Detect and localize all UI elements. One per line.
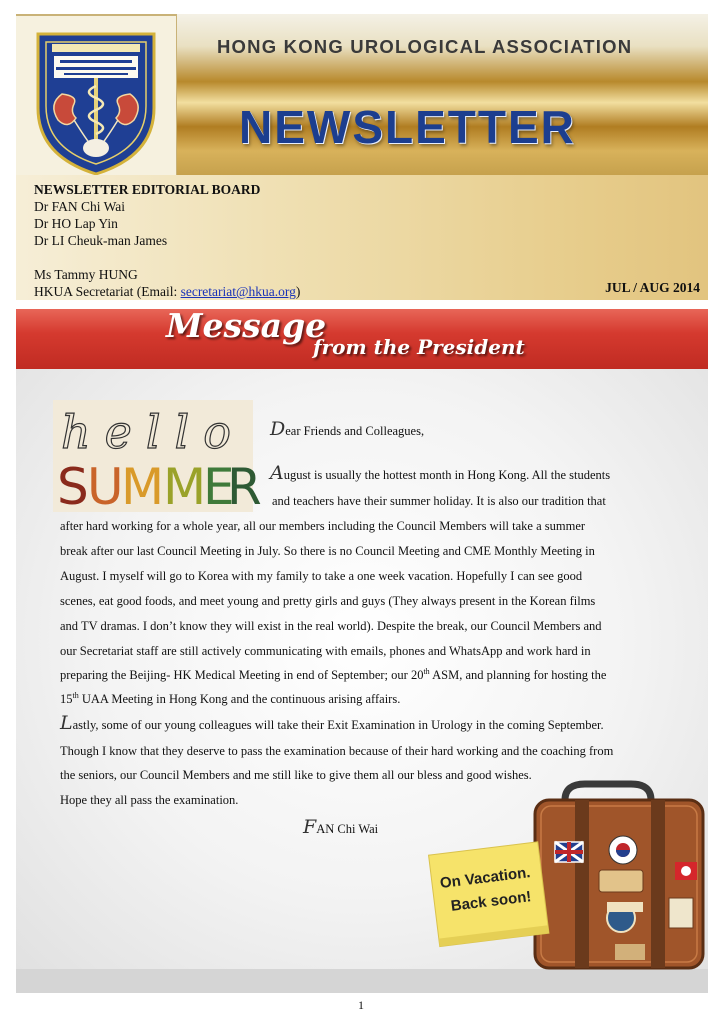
association-title: HONG KONG UROLOGICAL ASSOCIATION <box>217 36 633 57</box>
paragraph-line <box>60 668 606 683</box>
banner-title: Message <box>166 306 327 345</box>
president-message-banner <box>16 306 708 369</box>
summer-letter: M <box>121 458 165 516</box>
hello-script: hello <box>61 405 245 459</box>
secretariat-prefix: HKUA Secretariat (Email: <box>34 284 181 299</box>
paragraph-text: UAA Meeting in Hong Kong and the continuous arising affairs. <box>78 692 401 706</box>
paragraph-line <box>60 692 400 707</box>
paragraph-text: ugust is usually the hottest month in Hong Kong. All the students <box>283 468 611 482</box>
paragraph-line <box>60 712 604 734</box>
greeting <box>270 418 424 440</box>
summer-letter: M <box>163 458 207 516</box>
paragraph-line: our Secretariat staff are still actively communicating with emails, phones and WhatsApp and work hard in <box>60 644 591 658</box>
paragraph-line: after hard working for a whole year, all our members including the Council Members will take a summer <box>60 519 586 533</box>
paragraph-line: scenes, eat good foods, and meet young and pretty girls and guys (They always present in the Korean films <box>60 594 596 608</box>
newsletter-title: NEWSLETTER <box>239 101 576 153</box>
secretariat-line <box>34 283 300 300</box>
secretariat-email-link[interactable]: secretariat@hkua.org <box>180 284 296 299</box>
note-line-1: On Vacation. <box>439 864 532 892</box>
paragraph-line: Though I know that they deserve to pass the examination because of their hard working and the coaching from <box>60 744 614 758</box>
vacation-suitcase-image <box>425 778 715 978</box>
paragraph-text: preparing the Beijing- HK Medical Meeting in end of September; our 20 <box>60 668 424 682</box>
banner-subtitle: from the President <box>313 335 525 359</box>
secretariat-suffix: ) <box>295 284 301 299</box>
summer-letter: S <box>57 458 89 516</box>
board-member: Dr HO Lap Yin <box>34 216 118 231</box>
ordinal-suffix: th <box>423 666 430 676</box>
signature-text: AN Chi Wai <box>316 822 379 836</box>
page-number: 1 <box>358 998 364 1012</box>
paragraph-line: and teachers have their summer holiday. It is also our tradition that <box>272 494 606 508</box>
title-band <box>177 14 708 175</box>
greeting-text: ear Friends and Colleagues, <box>285 424 425 438</box>
summer-letter: E <box>203 458 235 516</box>
drop-cap: D <box>270 418 286 440</box>
drop-cap: L <box>60 712 73 734</box>
editorial-board <box>16 175 708 300</box>
paragraph-line <box>270 462 610 484</box>
drop-cap: F <box>303 816 317 838</box>
drop-cap: A <box>270 462 284 484</box>
paragraph-line: August. I myself will go to Korea with my family to take a one week vacation. Hopefully I can see good <box>60 569 583 583</box>
newsletter-header <box>16 14 708 175</box>
association-logo <box>16 16 176 177</box>
secretary-name: Ms Tammy HUNG <box>34 267 138 282</box>
paragraph-line: break after our last Council Meeting in July. So there is no Council Meeting and CME Monthly Meeting in <box>60 544 595 558</box>
note-line-2: Back soon! <box>449 888 533 915</box>
ordinal-suffix: th <box>72 690 79 700</box>
paragraph-line: the seniors, our Council Members and me still like to give them all our bless and good wishes. <box>60 768 532 782</box>
board-member: Dr LI Cheuk-man James <box>34 233 168 248</box>
paragraph-text: ASM, and planning for hosting the <box>429 668 607 682</box>
summer-letter: U <box>87 458 124 516</box>
editorial-heading: NEWSLETTER EDITORIAL BOARD <box>34 182 261 197</box>
paragraph-text: 15 <box>60 692 73 706</box>
paragraph-line: Hope they all pass the examination. <box>60 793 239 807</box>
signature <box>303 816 378 838</box>
hello-summer-image <box>53 400 262 516</box>
paragraph-text: astly, some of our young colleagues will take their Exit Examination in Urology in the coming September. <box>72 718 604 732</box>
logo-panel <box>16 14 177 177</box>
board-member: Dr FAN Chi Wai <box>34 199 126 214</box>
issue-date: JUL / AUG 2014 <box>605 280 700 295</box>
summer-letter: R <box>227 458 262 516</box>
paragraph-line: and TV dramas. I don’t know they will exist in the real world). Despite the break, our Council Members and <box>60 619 602 633</box>
